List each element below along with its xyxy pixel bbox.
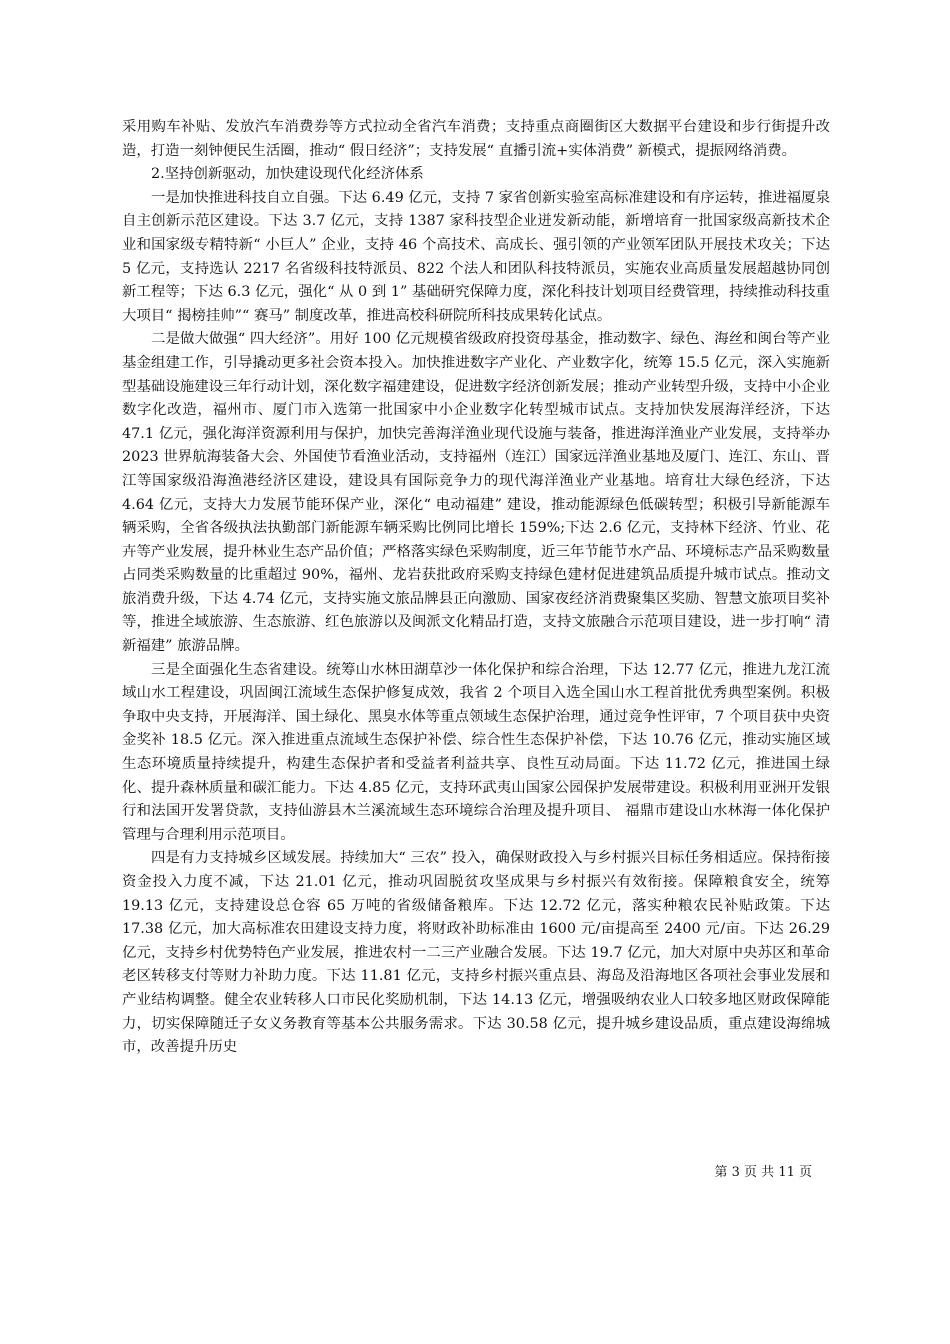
paragraph-tech-self-reliance: 一是加快推进科技自立自强。下达 6.49 亿元，支持 7 家省创新实验室高标准建设和有序运转，推进福厦泉自主创新示范区建设。下达 3.7 亿元，支持 1387 家科技型企业迸发新动能，新增培育一批国家级高新技术企业和国家级专精特新“ 小巨人” 企业，支持 46 个高技术、高成长、强引领的产业领军团队开展技术攻关；下达 5 亿元，支持选认 2217 名省级科技特派员、822 个法人和团队科技特派员，实施农业高质量发展超越协同创新工程等；下达 6.3 亿元，强化“ 从 0 到 1” 基础研究保障力度，深化科技计划项目经费管理，持续推动科技重大项目“ 揭榜挂帅”“ 赛马” 制度改革，推进高校科研院所科技成果转化试点。 — [122, 189, 830, 324]
paragraph-ecological-province: 三是全面强化生态省建设。统筹山水林田湖草沙一体化保护和综合治理，下达 12.77 亿元，推进九龙江流域山水工程建设，巩固闽江流域生态保护修复成效，我省 2 个项目入选全国山水工程首批优秀典型案例。积极争取中央支持，开展海洋、国土绿化、黑臭水体等重点领域生态保护治理，通过竞争性评审，7 个项目获中央资金奖补 18.5 亿元。深入推进重点流域生态保护补偿、综合性生态保护补偿，下达 10.76 亿元，推动实施区域生态环境质量持续提升，构建生态保护者和受益者利益共享、良性互动局面。下达 11.72 亿元，推进国土绿化、提升森林质量和碳汇能力。下达 4.85 亿元，支持环武夷山国家公园保护发展带建设。积极利用亚洲开发银行和法国开发署贷款，支持仙游县木兰溪流域生态环境综合治理及提升项目、 福鼎市建设山水林海一体化保护管理与合理利用示范项目。 — [122, 661, 830, 843]
paragraph-four-economies: 二是做大做强“ 四大经济”。用好 100 亿元规模省级政府投资母基金，推动数字、绿色、海丝和闽台等产业基金组建工作，引导撬动更多社会资本投入。加快推进数字产业化、产业数字化，统筹 15.5 亿元，深入实施新型基础设施建设三年行动计划，深化数字福建建设，促进数字经济创新发展；推动产业转型升级，支持中小企业数字化改造，福州市、厦门市入选第一批国家中小企业数字化转型城市试点。支持加快发展海洋经济，下达 47.1 亿元，强化海洋资源利用与保护，加快完善海洋渔业现代设施与装备，推进海洋渔业产业发展，支持举办 2023 世界航海装备大会、外国使节看渔业活动，支持福州（连江）国家远洋渔业基地及厦门、连江、东山、晋江等国家级沿海渔港经济区建设，建设具有国际竞争力的现代海洋渔业产业基地。培育壮大绿色经济，下达 4.64 亿元，支持大力发展节能环保产业，深化“ 电动福建” 建设，推动能源绿色低碳转型；积极引导新能源车辆采购，全省各级执法执勤部门新能源车辆采购比例同比增长 159%;下达 2.6 亿元，支持林下经济、竹业、花卉等产业发展，提升林业生态产品价值；严格落实绿色采购制度，近三年节能节水产品、环境标志产品采购数量占同类采购数量的比重超过 90%，福州、龙岩获批政府采购支持绿色建材促进建筑品质提升城市试点。推动文旅消费升级，下达 4.74 亿元，支持实施文旅品牌县正向激励、国家夜经济消费聚集区奖励、智慧文旅项目奖补等，推进全域旅游、生态旅游、红色旅游以及闽派文化精品打造，支持文旅融合示范项目建设，进一步打响“ 清新福建” 旅游品牌。 — [122, 331, 830, 655]
paragraph-urban-rural-development: 四是有力支持城乡区域发展。持续加大“ 三农” 投入，确保财政投入与乡村振兴目标任务相适应。保持衔接资金投入力度不减，下达 21.01 亿元，推动巩固脱贫攻坚成果与乡村振兴有效衔接。保障粮食安全，统筹 19.13 亿元，支持建设总仓容 65 万吨的省级储备粮库。下达 12.72 亿元，落实种粮农民补贴政策。下达 17.38 亿元，加大高标准农田建设支持力度，将财政补助标准由 1600 元/亩提高至 2400 元/亩。下达 26.29 亿元，支持乡村优势特色产业发展，推进农村一二三产业融合发展。下达 19.7 亿元，加大对原中央苏区和革命老区转移支付等财力补助力度。下达 11.81 亿元，支持乡村振兴重点县、海岛及沿海地区各项社会事业发展和产业结构调整。健全农业转移人口市民化奖励机制，下达 14.13 亿元，增强吸纳农业人口较多地区财政保障能力，切实保障随迁子女义务教育等基本公共服务需求。下达 30.58 亿元，提升城乡建设品质，重点建设海绵城市，改善提升历史 — [122, 850, 830, 1056]
paragraph-consumption-continued: 采用购车补贴、发放汽车消费券等方式拉动全省汽车消费；支持重点商圈街区大数据平台建设和步行街提升改造，打造一刻钟便民生活圈，推动“ 假日经济”；支持发展“ 直播引流+实体消费” 新模式，提振网络消费。 — [122, 119, 830, 159]
section-heading-innovation: 2.坚持创新驱动，加快建设现代化经济体系 — [151, 166, 424, 183]
document-body — [122, 116, 830, 1060]
page-number-footer: 第 3 页 共 11 页 — [714, 1165, 812, 1180]
